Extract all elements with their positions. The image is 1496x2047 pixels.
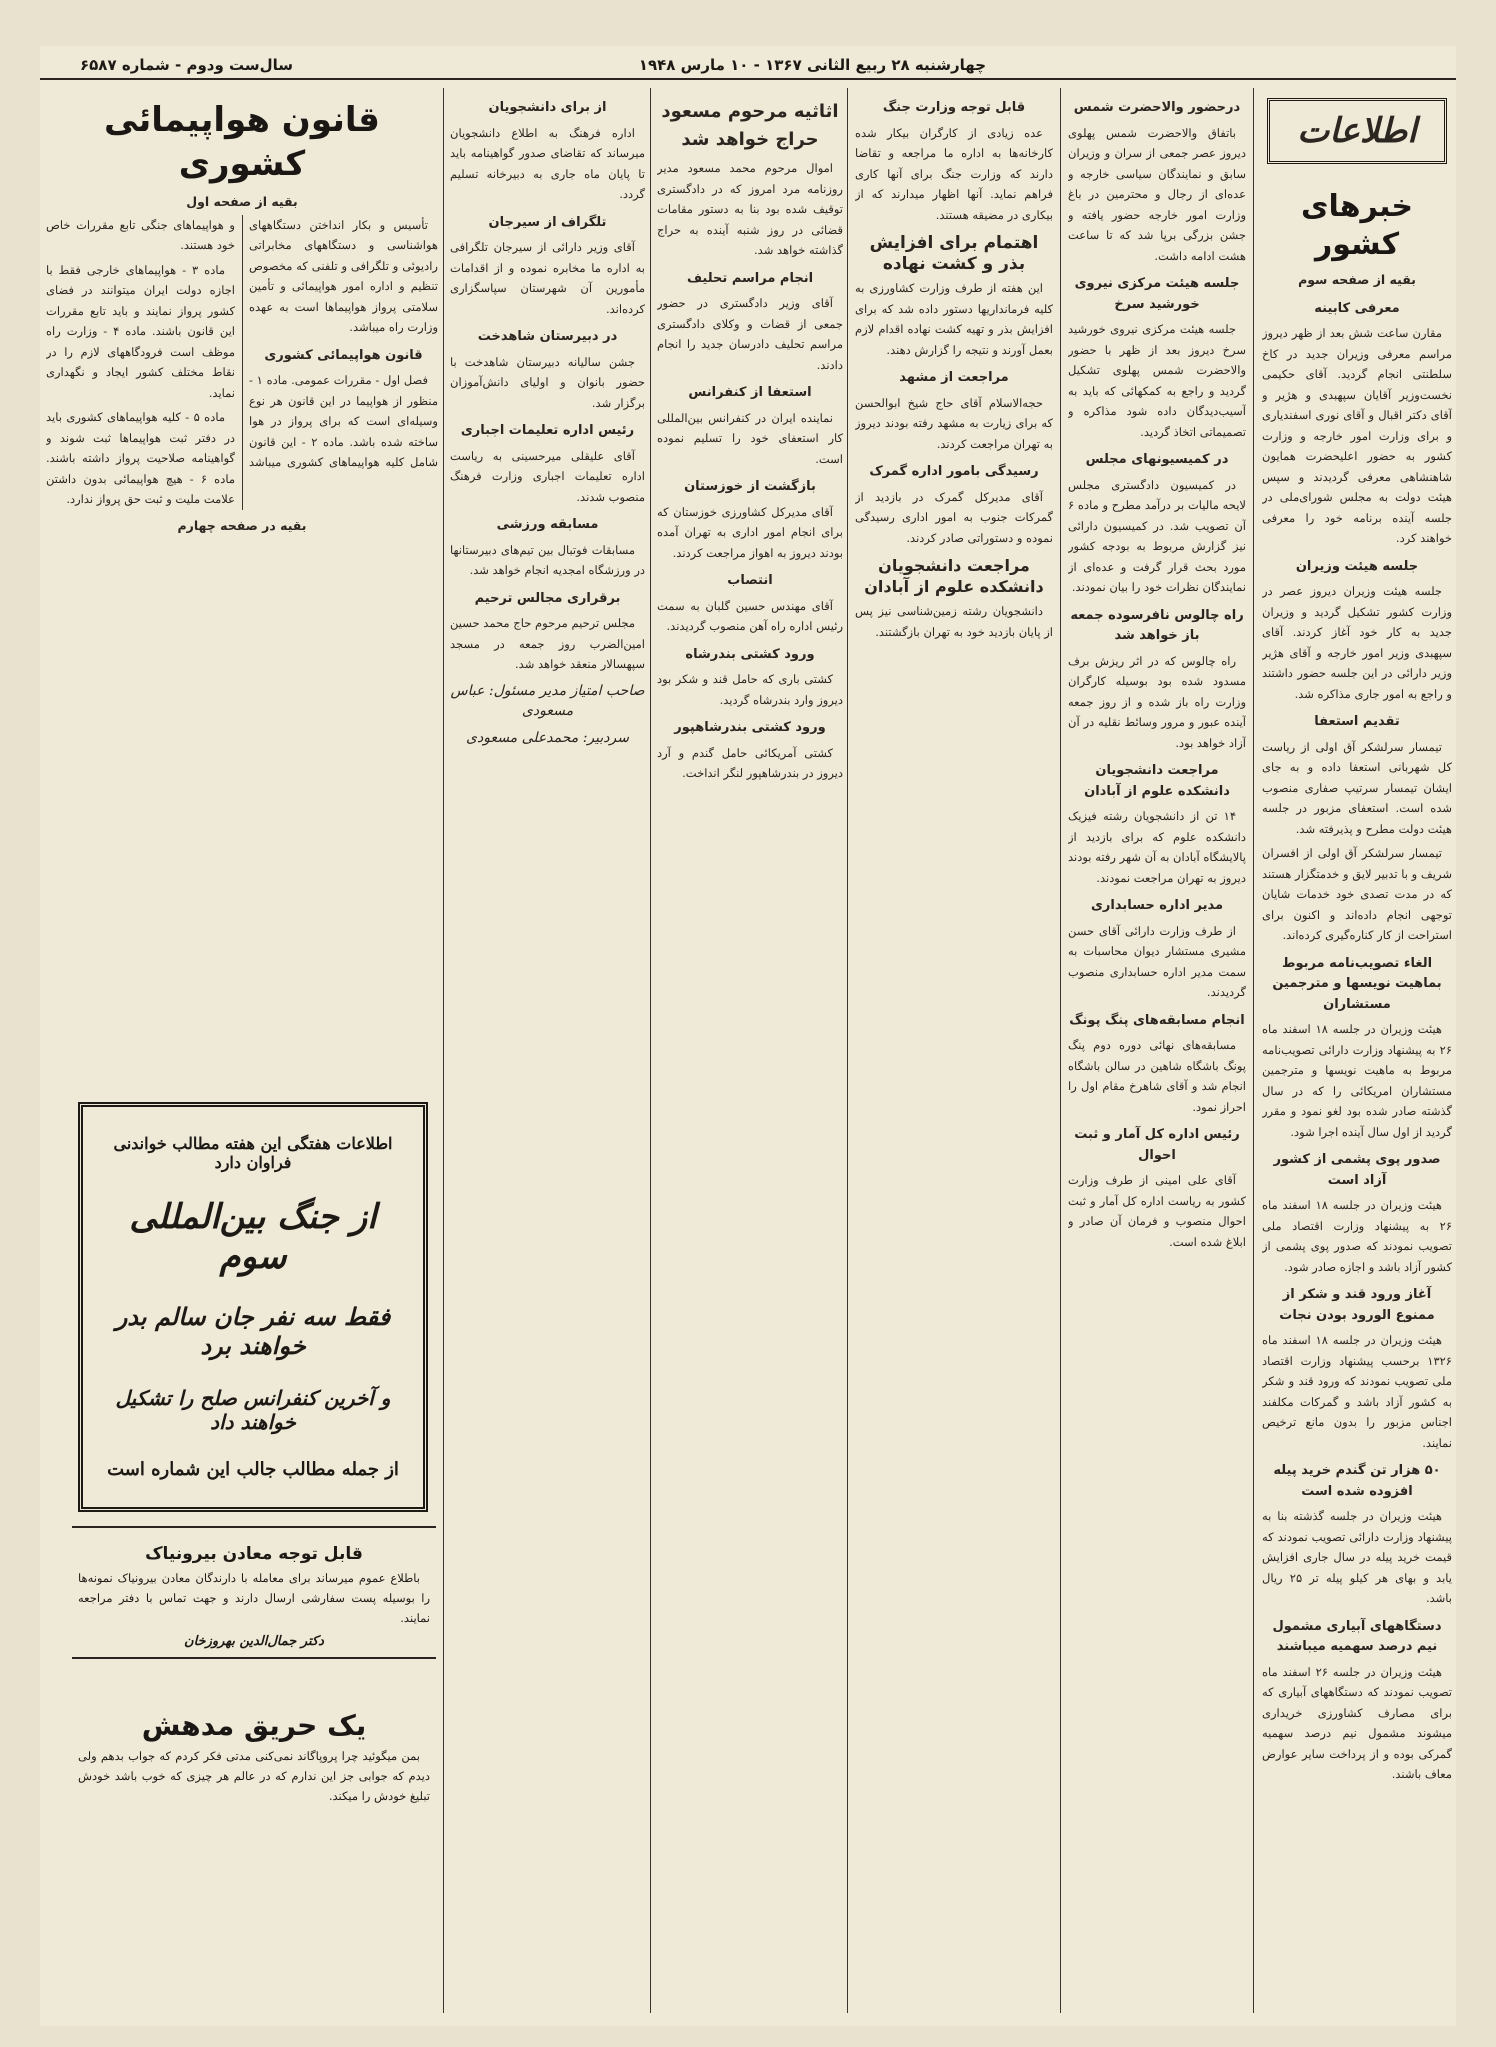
notice-signature: دکتر جمال‌الدین بهروزخان — [184, 1634, 324, 1649]
column-rule — [443, 88, 444, 2013]
article-title: رسیدگی بامور اداره گمرک — [869, 464, 1039, 479]
article-text: کشتی باری که حامل قند و شکر بود دیروز وارد بندرشاه گردید. — [657, 672, 843, 707]
fire-title: یک حریق مدهش — [141, 1709, 367, 1742]
article-text: آقای وزیر دادگستری در حضور جمعی از قضات و وکلای دادگستری مراسم تحلیف دادرسان جدید را انجام دادند. — [657, 296, 843, 372]
ad-line: اطلاعات هفتگی این هفته مطالب خواندنی فراوان دارد — [113, 1133, 393, 1172]
publisher-signature: صاحب امتیاز مدیر مسئول: عباس مسعودی — [450, 682, 645, 719]
article-text: نماینده ایران در کنفرانس بین‌المللی کار استعفای خود را تسلیم نموده است. — [657, 410, 843, 466]
article-title: معرفی کابینه — [1314, 300, 1400, 316]
column-rule — [847, 88, 848, 2013]
section-headline: خبرهای کشور — [1300, 189, 1414, 262]
article-text: راه چالوس که در اثر ریزش برف مسدود شده بود بوسیله کارگران وزارت راه باز شده و از روز جمعه آینده عبور و مرور وسائط نقلیه در آن آزاد خواهد بود. — [1068, 653, 1246, 750]
article-title: تلگراف از سیرجان — [488, 214, 607, 230]
article-title: آغاز ورود قند و شکر از ممنوع الورود بودن نجات — [1279, 1287, 1435, 1323]
article-title: تقدیم استعفا — [1314, 714, 1400, 729]
article-title: رئیس اداره کل آمار و ثبت احوال — [1074, 1127, 1240, 1163]
article-title: مراجعت دانشجویان دانشکده علوم از آبادان — [864, 556, 1044, 596]
issue-number: سال‌ست ودوم - شماره ۶۵۸۷ — [80, 56, 294, 74]
column-5 — [450, 90, 645, 2010]
article-title: جلسه هیئت مرکزی نیروی خورشید سرخ — [1074, 276, 1240, 312]
article-text: مقارن ساعت شش بعد از ظهر دیروز مراسم معرفی وزیران جدید در کاخ سلطنتی انجام گردید. آقای حکیمی نخست‌وزیر آقایان سپهبدی و هژیر و آقای دکتر اقبال و آقای نوری اسفندیاری و برای وزارت امور خارجه و وزارت کشور به حضور اعلیحضرت همایون شاهنشاهی معرفی گردیدند و سپس هیئت دولت به مجلس شورای‌ملی در جلسه آینده برنامه خود را معرفی خواهند کرد. — [1262, 326, 1452, 545]
article-text: باتفاق والاحضرت شمس پهلوی دیروز عصر جمعی از سران و وزیران سابق و نمایندگان سیاسی خارجه و عده‌ای از رجال و محترمین در باغ وزارت امور خارجه حضور یافته و جشن بزرگی برپا شد که تا ساعت هشت ادامه داشت. — [1068, 125, 1246, 263]
ad-line: از جنگ بین‌المللی سوم — [129, 1197, 377, 1278]
ad-line: فقط سه نفر جان سالم بدر خواهند برد — [115, 1302, 391, 1361]
column-6 — [46, 90, 438, 1090]
article-text: جلسه هیئت مرکزی نیروی خورشید سرخ دیروز بعد از ظهر با حضور والاحضرت شمس پهلوی تشکیل گردید و راجع به کمکهائی که باید به آسیب‌دیدگان داده شود مذاکره و تصمیماتی اتخاذ گردید. — [1068, 322, 1246, 439]
article-title: برقراری مجالس ترحیم — [474, 590, 621, 606]
article-title: رئیس اداره تعلیمات اجباری — [460, 423, 635, 438]
column-3 — [855, 90, 1053, 2010]
article-title: الغاء تصویب‌نامه مربوط بماهیت نویسها و مترجمین مستشاران — [1272, 955, 1442, 1012]
article-title: قابل توجه وزارت جنگ — [882, 100, 1026, 115]
article-text: از طرف وزارت دارائی آقای حسن مشیری مستشار دیوان محاسبات به سمت مدیر اداره حسابداری منصوب گردیدند. — [1068, 923, 1246, 999]
article-title: ورود کشتی بندرشاه — [685, 646, 815, 662]
article-text: آقای مهندس حسین گلبان به سمت رئیس اداره راه آهن منصوب گردیدند. — [657, 598, 843, 633]
article-title: ورود کشتی بندرشاهپور — [674, 720, 826, 735]
article-text: تأسیس و بکار انداختن دستگاههای هواشناسی و دستگاههای مخابراتی رادیوئی و تلگرافی و تلفنی که مخصوص تنظیم و اداره امور هواپیمائی و تأمین سلامتی پرواز هواپیماها است به عهده وزارت راه میباشد. — [249, 217, 438, 334]
article-text: کشتی آمریکائی حامل گندم و آرد دیروز در بندرشاهپور لنگر انداخت. — [657, 745, 843, 780]
column-2 — [1068, 90, 1246, 2010]
continued-note: بقیه در صفحه چهارم — [177, 517, 307, 533]
article-title: راه چالوس نافرسوده جمعه باز خواهد شد — [1070, 607, 1244, 643]
law-text-columns — [46, 215, 438, 510]
page-header — [40, 50, 1456, 80]
continued-note: بقیه از صفحه سوم — [1298, 272, 1416, 287]
article-text: عده زیادی از کارگران بیکار شده کارخانه‌ها به اداره ما مراجعه و تقاضا دارند که وزارت جنگ برای آنها کاری فراهم نماید. آنها اظهار میدارند که از بیکاری در مضیقه هستند. — [855, 125, 1053, 222]
article-title: اهتمام برای افزایش بذر و کشت نهاده — [869, 233, 1039, 274]
article-title: در کمیسیونهای مجلس — [1085, 452, 1229, 467]
article-title: انجام مسابقه‌های پنگ پونگ — [1069, 1012, 1245, 1028]
issue-date: چهارشنبه ۲۸ ربیع الثانی ۱۳۶۷ - ۱۰ مارس ۱۹۴۸ — [638, 56, 986, 74]
article-text: آقای علی امینی از طرف وزارت کشور به ریاست اداره کل آمار و ثبت احوال منصوب و فرمان آن صادر و ابلاغ شده است. — [1068, 1173, 1246, 1249]
article-text: هیئت وزیران در جلسه ۲۶ اسفند ماه تصویب نمودند که دستگاههای آبیاری که برای مصارف کشاورزی خریداری میشوند مشمول نیم درصد سهمیه گمرکی بوده و از پرداخت سایر عوارض معاف باشند. — [1262, 1664, 1452, 1781]
article-title: انتصاب — [727, 573, 773, 588]
article-text: تیمسار سرلشکر آق اولی از افسران شریف و با تدبیر لایق و خدمتگزار هستند که در مدت تصدی خود خدمات شایان توجهی انجام داده‌اند و اکنون برای استراحت از کار کناره‌گیری کرده‌اند. — [1262, 846, 1452, 942]
article-text: تیمسار سرلشکر آق اولی از ریاست کل شهربانی استعفا داده و به جای ایشان تیمسار سرتیپ صفاری منصوب شده است. استعفای مزبور در جلسه هیئت دولت مطرح و پذیرفته شد. — [1262, 739, 1452, 836]
article-text: آقای مدیرکل کشاورزی خوزستان که برای انجام امور اداری به تهران آمده بودند دیروز به اهواز مراجعت کردند. — [657, 504, 843, 560]
continued-note: بقیه از صفحه اول — [186, 194, 298, 209]
weekly-advertisement — [78, 1102, 428, 1512]
fire-text: بمن میگوئید چرا پروپاگاند نمی‌کنی مدتی فکر کردم که جواب بدهم ولی دیدم که جوابی جز این ندارم که در عالم هر چیزی که خوب باشد خودش تبلیغ خودش را میکند. — [78, 1749, 430, 1803]
article-text: هیئت وزیران در جلسه ۱۸ اسفند ماه ۲۶ به پیشنهاد وزارت اقتصاد ملی تصویب نمودند که صدور پوی پشمی از کشور آزاد باشد و اجازه صادر شود. — [1262, 1198, 1452, 1274]
article-text: این هفته از طرف وزارت کشاورزی به کلیه فرمانداریها دستور داده شد که برای افزایش بذر و تهیه کشت نهاده اقدام لازم بعمل آورند و نتیجه را گزارش دهند. — [855, 281, 1053, 357]
article-text: مسابقات فوتبال بین تیم‌های دبیرستانها در ورزشگاه امجدیه انجام خواهد شد. — [450, 542, 645, 577]
article-text: جشن سالیانه دبیرستان شاهدخت با حضور بانوان و اولیای دانش‌آموزان برگزار شد. — [450, 354, 645, 410]
column-1 — [1262, 90, 1452, 2010]
article-text: آقای مدیرکل گمرک در بازدید از گمرکات جنوب به امور اداری رسیدگی نموده و دستوراتی صادر کردند. — [855, 489, 1053, 545]
notice-title: قابل توجه معادن بیرونیاک — [145, 1544, 363, 1564]
article-title: مدیر اداره حسابداری — [1090, 898, 1224, 913]
column-rule — [650, 88, 651, 2013]
article-text: هیئت وزیران در جلسه ۱۸ اسفند ماه ۲۶ به پیشنهاد وزارت دارائی تصویب‌نامه مربوط به ماهیت نویسها و مترجمین مستشاران امریکائی را که در سال گذشته صادر شده بود لغو نمود و مقرر گردید از اول سال آینده اجرا شود. — [1262, 1022, 1452, 1139]
column-rule — [1060, 88, 1061, 2013]
article-title: درحضور والاحضرت شمس — [1073, 100, 1241, 115]
masthead-title: اطلاعات — [1297, 110, 1417, 151]
article-title: جلسه هیئت وزیران — [1295, 558, 1419, 574]
article-title: اثاثیه مرحوم مسعود حراج خواهد شد — [661, 101, 839, 150]
ad-line: از جمله مطالب جالب این شماره است — [107, 1459, 399, 1481]
article-title: مراجعت از مشهد — [899, 370, 1009, 385]
article-text: ماده ۵ - کلیه هواپیماهای کشوری باید در دفتر ثبت هواپیماها ثبت شوند و گواهینامه صلاحیت پرواز داشته باشند. ماده ۶ - هیچ هواپیمائی بدون داشتن علامت ملیت و ثبت حق پرواز ندارد. — [46, 410, 235, 506]
article-text: مجلس ترحیم مرحوم حاج محمد حسین امین‌الضرب روز جمعه در مسجد سپهسالار منعقد خواهد شد. — [450, 616, 645, 671]
masthead-logo — [1267, 98, 1447, 164]
article-title: مسابقه ورزشی — [496, 517, 599, 532]
article-text: هیئت وزیران در جلسه ۱۸ اسفند ماه ۱۳۲۶ برحسب پیشنهاد وزارت اقتصاد ملی تصویب نمودند که ورود قند و شکر به کشور آزاد باشد و گمرکات مکلفند اجناس مزبور را بدون مانع ترخیص نمایند. — [1262, 1333, 1452, 1450]
article-text: اداره فرهنگ به اطلاع دانشجویان میرساند که تقاضای صدور گواهینامه باید تا پایان ماه جاری به دبیرخانه تسلیم گردد. — [450, 125, 645, 201]
article-text: هیئت وزیران در جلسه گذشته بنا به پیشنهاد وزارت دارائی تصویب نمودند که قیمت خرید پیله در سال جاری افزایش یابد و بهای هر کیلو پیله تر ۲۵ ریال باشد. — [1262, 1509, 1452, 1605]
article-title: قانون هواپیمائی کشوری — [264, 347, 423, 363]
article-text: در کمیسیون دادگستری مجلس لایحه مالیات بر درآمد مطرح و ماده ۶ آن تصویب شد. در کمیسیون دارائی نیز گزارش مربوط به بودجه کشور مورد بحث قرار گرفت و عده‌ای از نمایندگان نظرات خود را بیان نمودند. — [1068, 477, 1246, 594]
article-title: صدور پوی پشمی از کشور آزاد است — [1273, 1152, 1441, 1188]
column-4 — [657, 90, 843, 2010]
article-text: ۱۴ تن از دانشجویان رشته فیزیک دانشکده علوم که برای بازدید از پالایشگاه آبادان به آن شهر رفته بودند دیروز به تهران مراجعت نمودند. — [1068, 809, 1246, 885]
article-title: استعفا از کنفرانس — [688, 385, 812, 400]
article-text: فصل اول - مقررات عمومی. ماده ۱ - منظور از هواپیما در این قانون هر نوع وسیله‌ای است که برای پرواز در هوا ساخته شده باشد. ماده ۲ - این قانون شامل کلیه هواپیماهای کشوری میباشد و هواپیماهای جنگی تابع مقررات خاص خود هستند. — [46, 217, 438, 469]
section-headline: قانون هواپیمائی کشوری — [104, 100, 380, 184]
article-title: دستگاههای آبیاری مشمول نیم درصد سهمیه میباشند — [1272, 1618, 1442, 1654]
article-text: آقای علیقلی میرحسینی به ریاست اداره تعلیمات اجباری وزارت فرهنگ منصوب شدند. — [450, 448, 645, 504]
article-text: اموال مرحوم محمد مسعود مدیر روزنامه مرد امروز که در دادگستری توقیف شده بود بنا به دستور مقامات قضائی در روز شنبه آینده به حراج گذاشته خواهد شد. — [657, 161, 843, 257]
notice-text: باطلاع عموم میرساند برای معامله با دارندگان معادن بیرونیاک نمونه‌ها را بوسیله پست سفارشی ارسال دارند و جهت تماس با دفتر مراجعه نمایند. — [78, 1571, 430, 1625]
article-text: دانشجویان رشته زمین‌شناسی نیز پس از پایان بازدید خود به تهران بازگشتند. — [855, 604, 1053, 639]
article-title: در دبیرستان شاهدخت — [477, 329, 618, 344]
article-title: انجام مراسم تحلیف — [686, 270, 814, 286]
ad-line: و آخرین کنفرانس صلح را تشکیل خواهند داد — [115, 1385, 391, 1434]
editor-signature: سردبیر: محمدعلی مسعودی — [466, 729, 629, 746]
article-text: حجه‌الاسلام آقای حاج شیخ ابوالحسن که برای زیارت به مشهد رفته بودند دیروز به تهران مراجعت کردند. — [855, 395, 1053, 451]
article-text: ماده ۳ - هواپیماهای خارجی فقط با اجازه دولت ایران میتوانند در فضای کشور پرواز نمایند و باید تابع مقررات این قانون باشند. ماده ۴ - وزارت راه موظف است فرودگاههای لازم را در نقاط مختلف کشور ایجاد و نگهداری نماید. — [46, 262, 235, 400]
article-title: مراجعت دانشجویان دانشکده علوم از آبادان — [1084, 763, 1230, 799]
fire-advertisement — [72, 1700, 436, 1816]
column-rule — [1253, 88, 1254, 2013]
article-title: از برای دانشجویان — [488, 100, 607, 115]
article-text: آقای وزیر دارائی از سیرجان تلگرافی به اداره ما مخابره نموده و از اقدامات مأمورین آن شهرستان سپاسگزاری کرده‌اند. — [450, 240, 645, 316]
mining-notice — [72, 1526, 436, 1659]
article-title: بازگشت از خوزستان — [684, 479, 816, 494]
article-title: ۵۰ هزار تن گندم خرید پیله افزوده شده است — [1273, 1463, 1441, 1499]
article-text: مسابقه‌های نهائی دوره دوم پنگ پونگ باشگاه شاهین در سالن باشگاه انجام شد و آقای شاهرخ مقام اول را احراز نمود. — [1068, 1038, 1246, 1114]
article-text: جلسه هیئت وزیران دیروز عصر در وزارت کشور تشکیل گردید و وزیران جدید به کار خود آغاز کردند. آقای سپهبدی وزیر امور خارجه و آقای هژیر وزیر دارائی در این جلسه حضور داشتند و راجع به امور جاری مذاکره شد. — [1262, 584, 1452, 701]
